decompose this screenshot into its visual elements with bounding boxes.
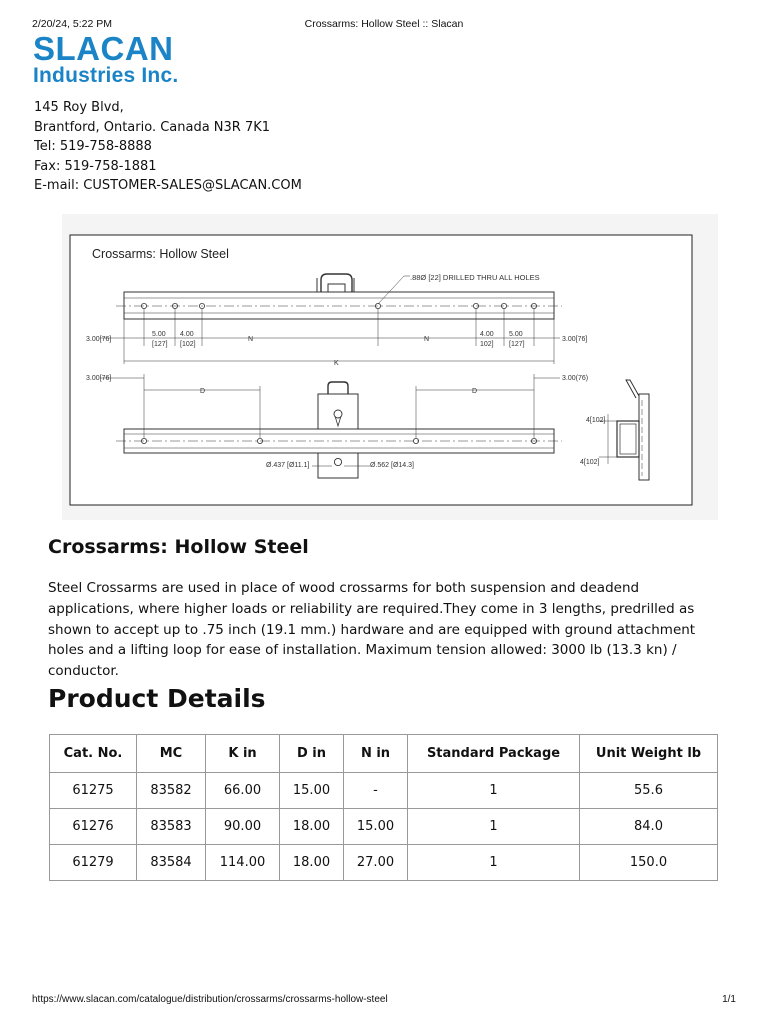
address-city: Brantford, Ontario. Canada N3R 7K1 — [34, 119, 271, 135]
technical-drawing — [62, 214, 718, 520]
cell-unit-weight: 84.0 — [580, 809, 718, 845]
print-page-number: 1/1 — [722, 994, 736, 1005]
dim-side-top: 4[102] — [586, 417, 606, 424]
dim-3-right-front: 3.00(76) — [562, 375, 589, 382]
product-details-title: Product Details — [48, 684, 266, 713]
address-email: E-mail: CUSTOMER-SALES@SLACAN.COM — [34, 178, 302, 193]
dim-3-left: 3.00[76] — [86, 336, 112, 343]
col-k: K in — [206, 735, 280, 773]
print-url[interactable]: https://www.slacan.com/catalogue/distribution/crossarms/crossarms-hollow-steel — [32, 994, 388, 1005]
cell-cat-no: 61279 — [50, 845, 137, 881]
table-row — [50, 773, 718, 809]
dim-d-left: D — [200, 388, 206, 395]
address-tel: Tel: 519-758-8888 — [34, 139, 152, 154]
logo-line-2: Industries Inc. — [33, 64, 179, 87]
dim-hole-large: Ø.562 [Ø14.3] — [370, 462, 414, 469]
dim-k: K — [334, 360, 339, 367]
cell-standard-package: 1 — [408, 773, 580, 809]
dim-5-left-mm: [127] — [152, 341, 168, 348]
address-fax: Fax: 519-758-1881 — [34, 158, 157, 174]
section-title: Crossarms: Hollow Steel — [48, 536, 309, 558]
cell-d: 18.00 — [280, 845, 344, 881]
cell-k: 114.00 — [206, 845, 280, 881]
logo-line-1: SLACAN — [33, 30, 174, 67]
print-header — [32, 18, 736, 30]
drawing-svg — [62, 214, 718, 520]
dim-n-right: N — [424, 336, 430, 343]
address-street: 145 Roy Blvd, — [34, 100, 124, 115]
print-page-title: Crossarms: Hollow Steel :: Slacan — [304, 18, 464, 30]
cell-unit-weight: 55.6 — [580, 773, 718, 809]
print-datetime: 2/20/24, 5:22 PM — [32, 18, 112, 30]
cell-standard-package: 1 — [408, 845, 580, 881]
dim-side-bottom: 4[102] — [580, 459, 600, 466]
cell-cat-no: 61275 — [50, 773, 137, 809]
col-n: N in — [344, 735, 408, 773]
drawing-title: Crossarms: Hollow Steel — [92, 247, 229, 261]
dim-n-left: N — [248, 336, 254, 343]
col-d: D in — [280, 735, 344, 773]
col-mc: MC — [137, 735, 206, 773]
table-header-row — [50, 735, 718, 773]
col-unit-weight: Unit Weight lb — [580, 735, 718, 773]
table-row — [50, 845, 718, 881]
cell-n: 27.00 — [344, 845, 408, 881]
dim-4-right: 4.00 — [480, 331, 494, 338]
note-drilled-holes: .88Ø [22] DRILLED THRU ALL HOLES — [410, 273, 540, 282]
cell-mc: 83583 — [137, 809, 206, 845]
dim-4-left-mm: [102] — [180, 341, 196, 348]
cell-d: 15.00 — [280, 773, 344, 809]
print-footer — [32, 994, 736, 1005]
cell-n: - — [344, 773, 408, 809]
dim-d-right: D — [472, 388, 478, 395]
cell-standard-package: 1 — [408, 809, 580, 845]
company-logo[interactable] — [33, 30, 179, 88]
dim-3-right: 3.00[76] — [562, 336, 588, 343]
cell-d: 18.00 — [280, 809, 344, 845]
dim-5-left: 5.00 — [152, 331, 166, 338]
cell-mc: 83584 — [137, 845, 206, 881]
product-description: Steel Crossarms are used in place of wood crossarms for both suspension and deadend applications, where higher loads or reliability are required.They come in 3 lengths, predrilled as shown to accept up to .75 inch (19.1 mm.) hardware and are equipped with ground attachment holes and a lifting loop for ease of installation. Maximum tension allowed: 3000 lb (13.3 kn) / conductor. — [48, 580, 696, 680]
cell-cat-no: 61276 — [50, 809, 137, 845]
cell-unit-weight: 150.0 — [580, 845, 718, 881]
dim-4-left: 4.00 — [180, 331, 194, 338]
dim-5-right: 5.00 — [509, 331, 523, 338]
product-details-table — [49, 734, 718, 881]
dim-hole-small: Ø.437 [Ø11.1] — [266, 462, 310, 469]
col-cat-no: Cat. No. — [50, 735, 137, 773]
company-address — [34, 98, 302, 196]
cell-k: 66.00 — [206, 773, 280, 809]
cell-n: 15.00 — [344, 809, 408, 845]
dim-5-right-mm: [127] — [509, 341, 525, 348]
dim-4-right-mm: 102] — [480, 341, 494, 348]
table-row — [50, 809, 718, 845]
cell-mc: 83582 — [137, 773, 206, 809]
col-standard-package: Standard Package — [408, 735, 580, 773]
dim-3-left-front: 3.00[76] — [86, 375, 112, 382]
cell-k: 90.00 — [206, 809, 280, 845]
